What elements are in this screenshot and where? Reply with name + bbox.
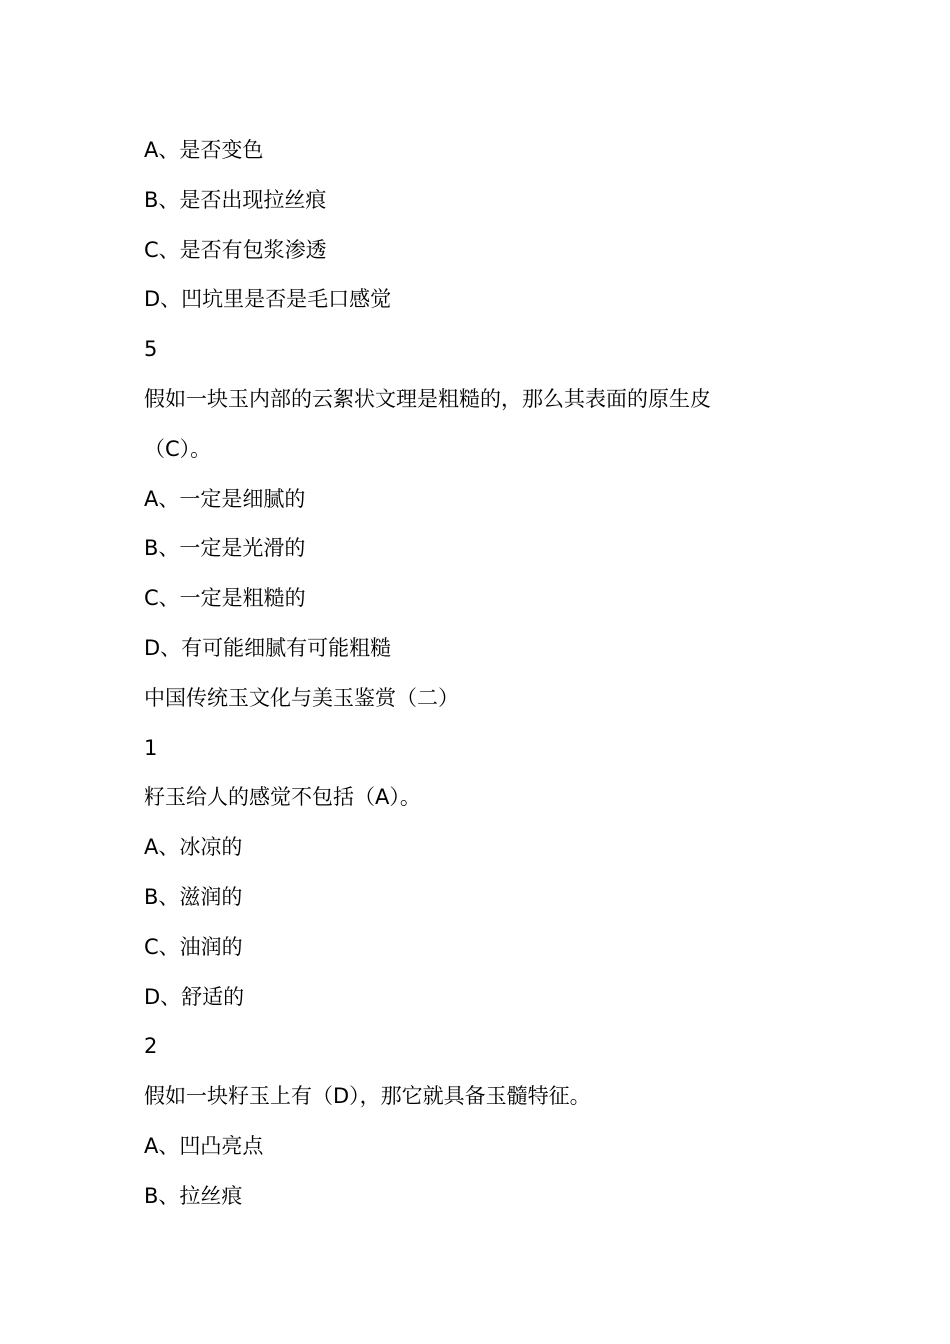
- option-d-text: D、凹坑里是否是毛口感觉: [144, 287, 392, 312]
- option-c-text: C、一定是粗糙的: [144, 586, 306, 611]
- option-a-text: A、一定是细腻的: [144, 486, 306, 511]
- question-text: 籽玉给人的感觉不包括（A）。: [144, 785, 421, 810]
- question-number: 1: [144, 735, 158, 760]
- option-b-text: B、是否出现拉丝痕: [144, 187, 327, 212]
- option-a-text: A、凹凸亮点: [144, 1133, 264, 1158]
- option-a-text: A、冰凉的: [144, 835, 243, 860]
- option-b-text: B、滋润的: [144, 884, 243, 909]
- question-text: 假如一块籽玉上有（D），那它就具备玉髓特征。: [144, 1084, 591, 1109]
- question-text-continued: （C）。: [144, 436, 212, 461]
- option-b-text: B、一定是光滑的: [144, 536, 306, 561]
- question-number: 2: [144, 1034, 158, 1059]
- section-heading: 中国传统玉文化与美玉鉴赏（二）: [144, 685, 459, 710]
- option-c-text: C、油润的: [144, 934, 243, 959]
- question-number: 5: [144, 337, 158, 362]
- document-body: [144, 130, 844, 1226]
- option-a-text: A、是否变色: [144, 138, 264, 162]
- option-d-text: D、舒适的: [144, 984, 245, 1009]
- option-c-text: C、是否有包浆渗透: [144, 237, 327, 262]
- option-b-text: B、拉丝痕: [144, 1183, 243, 1208]
- option-d-text: D、有可能细腻有可能粗糙: [144, 635, 392, 660]
- question-text: 假如一块玉内部的云絮状文理是粗糙的，那么其表面的原生皮: [144, 386, 711, 411]
